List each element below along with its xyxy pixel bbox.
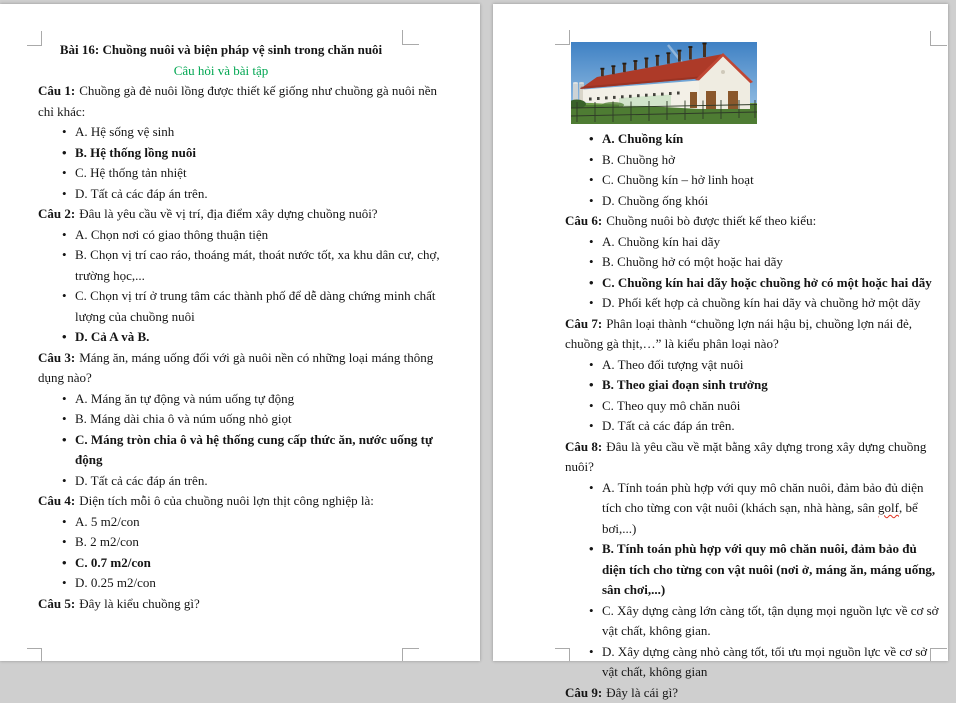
page-2-content [565, 40, 943, 703]
crop-mark-page1-top-left [27, 31, 42, 46]
question-6-text: Chuồng nuôi bò được thiết kế theo kiểu: [606, 213, 816, 228]
option: • D. Tất cả các đáp án trên. [38, 471, 452, 492]
question-5-options [565, 129, 943, 211]
question-4 [38, 491, 452, 512]
question-7-label: Câu 7: [565, 316, 602, 331]
question-1 [38, 81, 452, 122]
question-4-text: Diện tích mỗi ô của chuồng nuôi lợn thịt công nghiệp là: [79, 493, 374, 508]
option: • A. Hệ sống vệ sinh [38, 122, 452, 143]
crop-mark-page1-top-right [402, 30, 419, 45]
option: • D. Tất cả các đáp án trên. [38, 184, 452, 205]
option-answer: • D. Cả A và B. [38, 327, 452, 348]
option-text: , bể bơi,...) [602, 500, 918, 536]
question-8 [565, 437, 943, 478]
option: • A. 5 m2/con [38, 512, 452, 533]
option: • C. Xây dựng càng lớn càng tốt, tận dụng mọi nguồn lực về cơ sở vật chất, không gian. [565, 601, 943, 642]
option: • C. Chuồng kín – hở linh hoạt [565, 170, 943, 191]
crop-mark-page1-bottom-right [402, 648, 419, 661]
barn-photo[interactable] [571, 42, 757, 124]
crop-mark-page1-bottom-left [27, 648, 42, 661]
option: • D. Tất cả các đáp án trên. [565, 416, 943, 437]
option: • D. Xây dựng càng nhỏ càng tốt, tối ưu mọi nguồn lực về cơ sở vật chất, không gian [565, 642, 943, 683]
option: • A. Theo đối tượng vật nuôi [565, 355, 943, 376]
page-1-content [38, 40, 452, 614]
question-2-text: Đâu là yêu cầu về vị trí, địa điểm xây dựng chuồng nuôi? [79, 206, 377, 221]
option: • A. Máng ăn tự động và núm uống tự động [38, 389, 452, 410]
lesson-title: Bài 16: Chuồng nuôi và biện pháp vệ sinh trong chăn nuôi [38, 40, 404, 61]
question-7-options [565, 355, 943, 437]
barn-photo-graphic [571, 42, 757, 124]
question-5-text: Đây là kiểu chuồng gì? [79, 596, 200, 611]
question-3 [38, 348, 452, 389]
option: • B. Máng dài chia ô và núm uống nhỏ giọt [38, 409, 452, 430]
question-1-text: Chuồng gà đẻ nuôi lồng được thiết kế giống như chuồng gà nuôi nền chỉ khác: [38, 83, 437, 119]
question-2 [38, 204, 452, 225]
option-answer: • C. 0.7 m2/con [38, 553, 452, 574]
option-answer: • C. Chuồng kín hai dãy hoặc chuồng hở có một hoặc hai dãy [565, 273, 943, 294]
question-5 [38, 594, 452, 615]
option: • C. Theo quy mô chăn nuôi [565, 396, 943, 417]
option: • B. Chọn vị trí cao ráo, thoáng mát, thoát nước tốt, xa khu dân cư, chợ, trường học,... [38, 245, 452, 286]
option-answer: • B. Hệ thống lồng nuôi [38, 143, 452, 164]
option-answer: • B. Theo giai đoạn sinh trưởng [565, 375, 943, 396]
question-9-label: Câu 9: [565, 685, 602, 700]
question-6 [565, 211, 943, 232]
option: • D. 0.25 m2/con [38, 573, 452, 594]
question-7-text: Phân loại thành “chuồng lợn nái hậu bị, chuồng lợn nái đẻ, chuồng gà thịt,…” là kiểu phân loại nào? [565, 316, 912, 352]
option: • C. Chọn vị trí ở trung tâm các thành phố để dễ dàng chứng minh chất lượng của chuồng nuôi [38, 286, 452, 327]
question-5-label: Câu 5: [38, 596, 75, 611]
option: • B. Chuồng hở [565, 150, 943, 171]
question-1-options [38, 122, 452, 204]
crop-mark-page2-bottom-right [930, 648, 947, 661]
question-2-options [38, 225, 452, 348]
question-3-text: Máng ăn, máng uống đối với gà nuôi nền có những loại máng thông dụng nào? [38, 350, 433, 386]
option-answer: • A. Chuồng kín [565, 129, 943, 150]
question-9-text: Đây là cái gì? [606, 685, 678, 700]
option: • A. Chuồng kín hai dãy [565, 232, 943, 253]
option-answer: • B. Tính toán phù hợp với quy mô chăn nuôi, đảm bảo đủ diện tích cho từng con vật nuôi (nơi ở, máng ăn, máng uống, sân chơi,...) [565, 539, 943, 601]
option: • B. Chuồng hở có một hoặc hai dãy [565, 252, 943, 273]
question-3-label: Câu 3: [38, 350, 75, 365]
question-6-options [565, 232, 943, 314]
option [565, 478, 943, 540]
question-8-text: Đâu là yêu cầu về mặt bằng xây dựng trong xây dựng chuồng nuôi? [565, 439, 926, 475]
question-4-label: Câu 4: [38, 493, 75, 508]
crop-mark-page2-bottom-left [555, 648, 570, 661]
question-3-options [38, 389, 452, 492]
question-8-label: Câu 8: [565, 439, 602, 454]
question-2-label: Câu 2: [38, 206, 75, 221]
crop-mark-page2-top-right [930, 31, 947, 46]
misspelled-word: golf [878, 500, 899, 515]
option-text: A. Tính toán phù hợp với quy mô chăn nuôi, đảm bảo đủ diện tích cho từng con vật nuôi (khách sạn, nhà hàng, sân [602, 480, 924, 516]
question-8-options [565, 478, 943, 683]
option: • D. Phối kết hợp cả chuồng kín hai dãy và chuồng hở một dãy [565, 293, 943, 314]
question-6-label: Câu 6: [565, 213, 602, 228]
section-subtitle: Câu hỏi và bài tập [38, 61, 404, 82]
question-4-options [38, 512, 452, 594]
option: • C. Hệ thống tản nhiệt [38, 163, 452, 184]
crop-mark-page2-top-left [555, 30, 570, 45]
question-7 [565, 314, 943, 355]
option: • B. 2 m2/con [38, 532, 452, 553]
question-1-label: Câu 1: [38, 83, 75, 98]
option-answer: • C. Máng tròn chia ô và hệ thống cung cấp thức ăn, nước uống tự động [38, 430, 452, 471]
option: • D. Chuồng ống khói [565, 191, 943, 212]
page-1[interactable] [0, 4, 480, 661]
page-2[interactable] [493, 4, 948, 661]
question-9 [565, 683, 943, 703]
option: • A. Chọn nơi có giao thông thuận tiện [38, 225, 452, 246]
